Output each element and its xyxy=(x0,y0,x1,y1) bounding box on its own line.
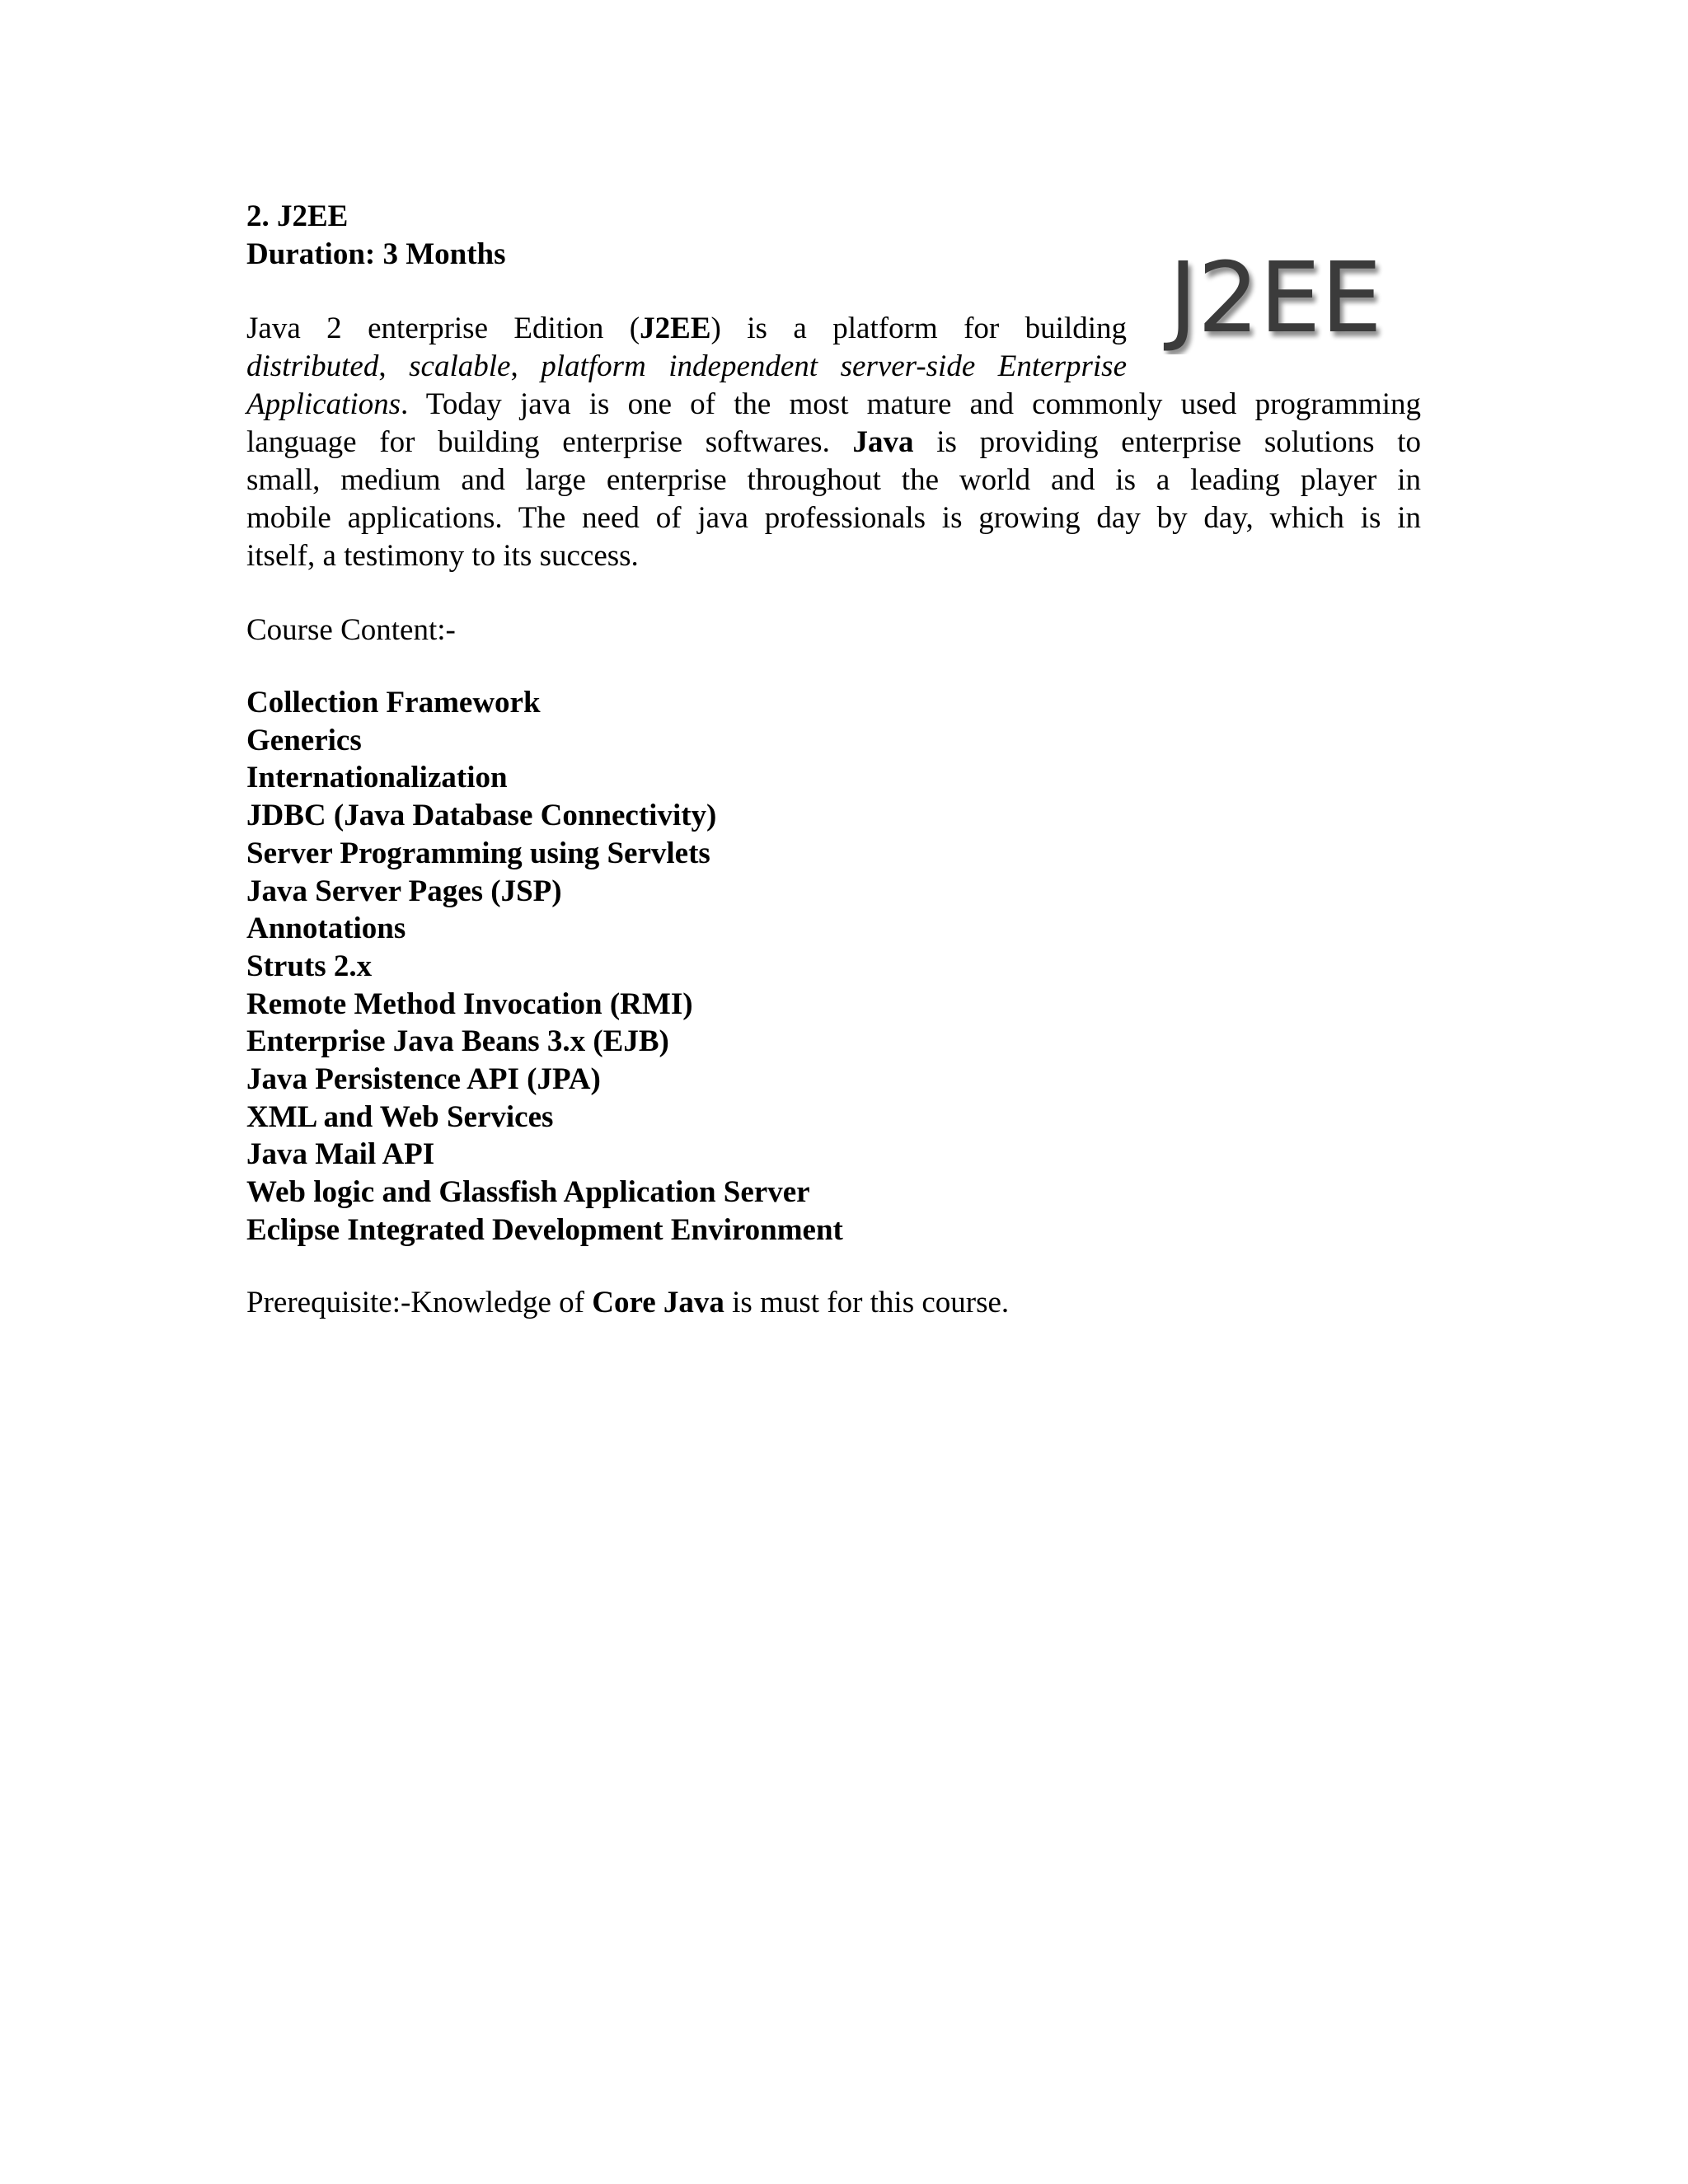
list-item: Server Programming using Servlets xyxy=(246,836,710,870)
intro-line-4: language for building enterprise softwares. Java is providing enterprise solutions to xyxy=(246,425,1421,459)
intro-line-1: Java 2 enterprise Edition (J2EE) is a platform for building xyxy=(246,312,1128,345)
course-content-list xyxy=(246,684,843,1249)
list-item: Struts 2.x xyxy=(246,949,373,983)
list-item: Eclipse Integrated Development Environment xyxy=(246,1212,843,1247)
list-item: Collection Framework xyxy=(246,686,541,719)
list-item: Enterprise Java Beans 3.x (EJB) xyxy=(246,1024,669,1059)
list-item: Java Server Pages (JSP) xyxy=(246,874,562,908)
intro-line-3: Applications. Today java is one of the most mature and commonly used programming xyxy=(246,387,1421,421)
intro-line-6: mobile applications. The need of java professionals is growing day by day, which is in xyxy=(246,501,1421,535)
list-item: JDBC (Java Database Connectivity) xyxy=(246,799,717,833)
list-item: Internationalization xyxy=(246,761,508,795)
list-item: Java Mail API xyxy=(246,1137,435,1172)
duration-label: Duration: 3 Months xyxy=(246,237,506,271)
section-title: 2. J2EE xyxy=(246,199,349,233)
list-item: Remote Method Invocation (RMI) xyxy=(246,987,693,1021)
intro-line-5: small, medium and large enterprise throughout the world and is a leading player in xyxy=(246,463,1421,497)
list-item: XML and Web Services xyxy=(246,1099,554,1134)
j2ee-logo-text: J2EE xyxy=(1169,241,1382,354)
course-content-label: Course Content:- xyxy=(246,613,456,647)
intro-line-7: itself, a testimony to its success. xyxy=(246,539,639,573)
list-item: Web logic and Glassfish Application Server xyxy=(246,1175,810,1210)
j2ee-logo xyxy=(1162,239,1442,354)
intro-line-2: distributed, scalable, platform independent server-side Enterprise xyxy=(246,349,1128,383)
prerequisite-text: Prerequisite:-Knowledge of Core Java is must for this course. xyxy=(246,1286,1010,1319)
list-item: Annotations xyxy=(246,912,406,946)
list-item: Java Persistence API (JPA) xyxy=(246,1062,601,1097)
list-item: Generics xyxy=(246,723,362,757)
